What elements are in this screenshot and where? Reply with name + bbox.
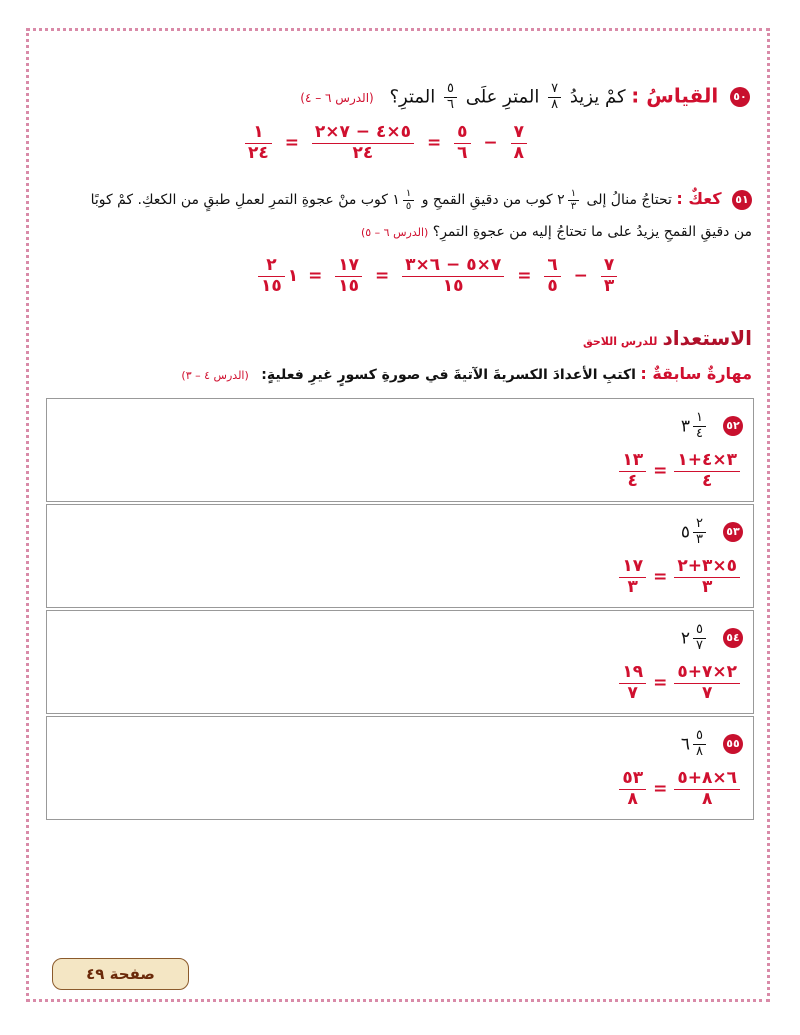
prep-lesson-ref: (الدرس ٤ – ٣): [181, 369, 249, 382]
q51-ans-frac-d: $\frac{١٧}{١٥}$: [335, 256, 362, 296]
exercise-expression: $\frac{٥\times ٣+٢}{٣}$: [674, 557, 740, 597]
q51-line1-c: كوب منْ عجوةِ التمرِ لعملِ طبقٍ من الكعكِ. كمْ كوبًا: [90, 192, 388, 208]
exercise-mixed-number: ٥ $\frac{٢}{٣}$: [681, 517, 709, 548]
exercise-box: [46, 716, 754, 820]
q50-text-b: المترِ علَى: [465, 86, 540, 108]
q50-ans-result: $\frac{١}{٢٤}$: [245, 123, 272, 163]
q50-answer-equation: $\frac{٧}{٨}$ − $\frac{٥}{٦}$ = $\frac{٥\times ٤ - ٧\times ٢}{٢٤}$ = $\frac{١}{٢٤}$: [242, 123, 530, 163]
prep-subtitle: للدرس اللاحق: [582, 335, 658, 348]
q51-line1-a: تحتاجُ منالُ إلى: [586, 192, 672, 208]
exercise-expression: $\frac{٣\times ٤+١}{٤}$: [674, 451, 740, 491]
q50-ans-frac-b: $\frac{٥}{٦}$: [454, 123, 470, 163]
exercise-expression: $\frac{٦\times ٨+٥}{٨}$: [674, 769, 740, 809]
exercise-number: ٥٢: [723, 416, 743, 436]
page-number-tag: صفحة ٤٩: [52, 958, 189, 990]
q50-fraction-5-6: $\frac{٥}{٦}$: [444, 82, 457, 113]
q51-line-2: [361, 224, 752, 240]
q50-text-c: المترِ؟: [389, 86, 436, 108]
q51-ans-result: $\frac{٢}{١٥}$ ١: [255, 256, 298, 296]
prep-title: الاستعداد: [662, 326, 752, 350]
exercise-answer: $\frac{٦\times ٨+٥}{٨}$ = $\frac{٥٣}{٨}$: [616, 769, 743, 809]
q51-line1-b: كوب من دقيقِ القمحِ و: [421, 192, 553, 208]
q51-answer-equation: $\frac{٧}{٣}$ − $\frac{٦}{٥}$ = $\frac{٧\times ٥ - ٦\times ٣}{١٥}$ = $\frac{١٧}{١٥}$ = $\frac{٢}{١٥}$ ١: [255, 256, 620, 296]
exercise-answer: $\frac{٢\times ٧+٥}{٧}$ = $\frac{١٩}{٧}$: [616, 663, 743, 703]
exercise-result: $\frac{١٣}{٤}$: [619, 451, 646, 491]
exercise-mixed-number: ٦ $\frac{٥}{٨}$: [681, 729, 709, 760]
q50-lesson-ref: (الدرس ٦ – ٤): [300, 91, 374, 106]
q51-title: كعكٌ :: [676, 189, 722, 208]
exercise-result: $\frac{١٩}{٧}$: [619, 663, 646, 703]
q50-fraction-7-8: $\frac{٧}{٨}$: [548, 82, 561, 113]
exercise-question: [681, 411, 743, 442]
exercise-mixed-number: ٢ $\frac{٥}{٧}$: [681, 623, 709, 654]
question-number-51: ٥١: [732, 190, 752, 210]
prep-skill-line: [181, 364, 752, 383]
q50-ans-frac-a: $\frac{٧}{٨}$: [511, 123, 527, 163]
exercise-box: [46, 504, 754, 608]
exercise-mixed-number: ٣ $\frac{١}{٤}$: [681, 411, 709, 442]
exercise-box: [46, 610, 754, 714]
q51-lesson-ref: (الدرس ٦ – ٥): [360, 226, 429, 239]
q51-mixed-1: ٢ $\frac{١}{٣}$: [557, 188, 582, 212]
q51-ans-frac-b: $\frac{٦}{٥}$: [544, 256, 560, 296]
prep-skill-label: مهارةٌ سابقةٌ :: [640, 364, 752, 383]
exercise-number: ٥٣: [723, 522, 743, 542]
question-50: [300, 82, 750, 113]
q51-line2-text: من دقيقِ القمحِ يزيدُ على ما تحتاجُ إليه من عجوةِ التمرِ؟: [432, 224, 752, 240]
question-number-50: ٥٠: [730, 87, 750, 107]
exercise-answer: $\frac{٥\times ٣+٢}{٣}$ = $\frac{١٧}{٣}$: [616, 557, 743, 597]
exercise-result: $\frac{٥٣}{٨}$: [619, 769, 646, 809]
exercise-result: $\frac{١٧}{٣}$: [619, 557, 646, 597]
prep-header: [583, 326, 752, 350]
q51-mixed-2: ١ $\frac{١}{٥}$: [392, 188, 417, 212]
exercise-answer: $\frac{٣\times ٤+١}{٤}$ = $\frac{١٣}{٤}$: [616, 451, 743, 491]
exercise-number: ٥٤: [723, 628, 743, 648]
q50-ans-frac-c: $\frac{٥\times ٤ - ٧\times ٢}{٢٤}$: [312, 123, 414, 163]
q50-text-a: كمْ يزيدُ: [569, 86, 626, 108]
q51-ans-frac-a: $\frac{٧}{٣}$: [601, 256, 617, 296]
q51-ans-frac-c: $\frac{٧\times ٥ - ٦\times ٣}{١٥}$: [402, 256, 504, 296]
exercise-number: ٥٥: [723, 734, 743, 754]
exercise-question: [681, 517, 743, 548]
exercise-question: [681, 623, 743, 654]
prep-skill-text: اكتبِ الأعدادَ الكسريةَ الآتيةَ في صورةِ كسورٍ غيرِ فعليةٍ:: [261, 367, 636, 383]
exercise-expression: $\frac{٢\times ٧+٥}{٧}$: [674, 663, 740, 703]
question-51: [91, 188, 752, 212]
exercise-box: [46, 398, 754, 502]
q50-title: القياسُ :: [631, 83, 719, 108]
exercise-question: [681, 729, 743, 760]
